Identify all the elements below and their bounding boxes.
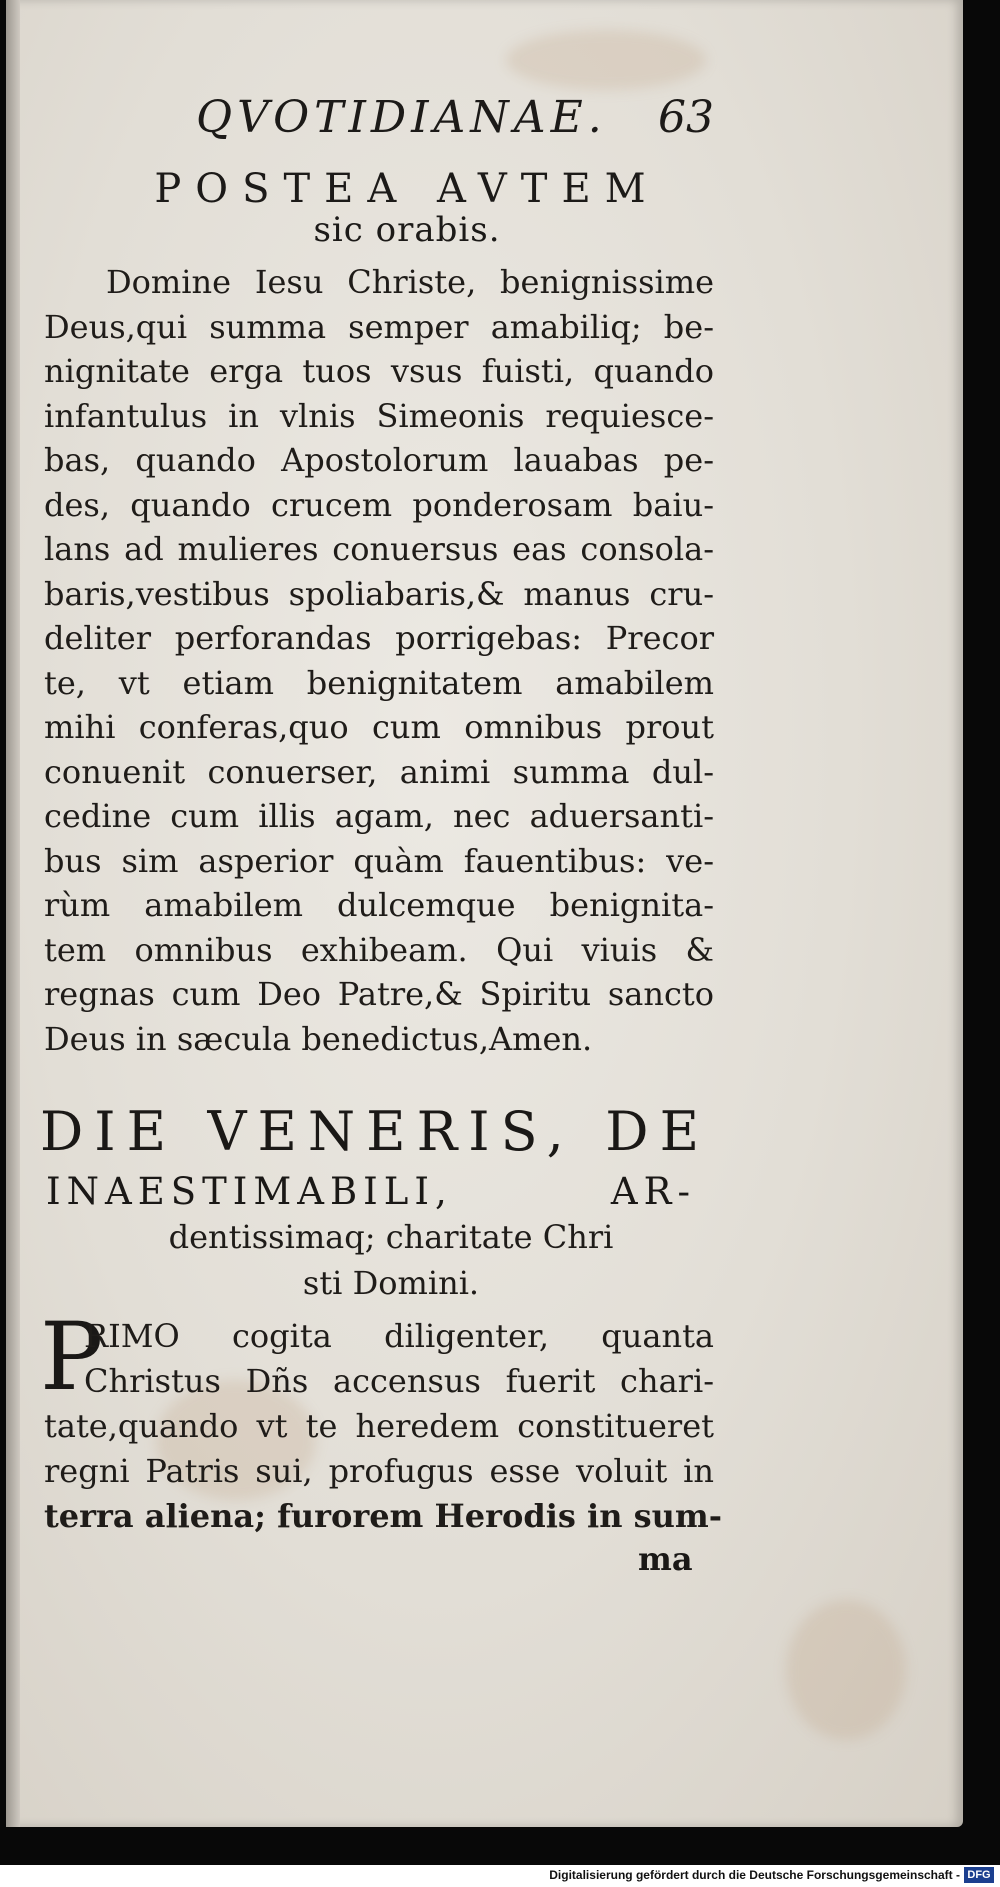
- chapter-heading-line-3: dentissimaq; charitate Chri: [168, 1218, 614, 1256]
- text-line: cedine cum illis agam, nec aduersanti-: [44, 797, 714, 835]
- running-title: QVOTIDIANAE.: [196, 92, 607, 143]
- text-line: Domine Iesu Christe, benignissime: [106, 263, 714, 301]
- text-line: RIMO cogita diligenter, quanta: [84, 1317, 714, 1355]
- text-line: conuenit conuerser, animi summa dul-: [44, 752, 714, 791]
- prayer-paragraph: [44, 260, 714, 1061]
- page-number: 63: [658, 92, 714, 143]
- catchword: ma: [638, 1540, 693, 1578]
- text-line: infantulus in vlnis Simeonis requiesce-: [44, 396, 714, 435]
- text-line: regnas cum Deo Patre,& Spiritu sancto: [44, 975, 714, 1013]
- page-binding-edge: [6, 0, 20, 1827]
- text-line: deliter perforandas porrigebas: Precor: [44, 619, 714, 657]
- section-heading-line-2: sic orabis.: [313, 210, 501, 250]
- funding-credit: Digitalisierung gefördert durch die Deutsche Forschungsgemeinschaft -: [549, 1868, 960, 1882]
- book-page: [6, 0, 963, 1827]
- text-line: te, vt etiam benignitatem amabilem: [44, 663, 714, 702]
- text-line: bus sim asperior quàm fauentibus: ve-: [44, 841, 714, 880]
- text-line: terra aliena; furorem Herodis in sum-: [44, 1497, 723, 1535]
- paper-stain: [786, 1600, 906, 1740]
- text-line: Deus,qui summa semper amabiliq; be-: [44, 307, 714, 346]
- text-line: des, quando crucem ponderosam baiu-: [44, 485, 714, 524]
- text-line: rùm amabilem dulcemque benignita-: [44, 886, 714, 924]
- text-line: Deus in sæcula benedictus,Amen.: [44, 1019, 593, 1058]
- text-line: baris,vestibus spoliabaris,& manus cru-: [44, 574, 714, 613]
- paper-stain: [506, 30, 706, 90]
- text-line: regni Patris sui, profugus esse voluit in: [44, 1452, 714, 1490]
- drop-cap: P: [40, 1303, 104, 1412]
- meditation-paragraph: [44, 1314, 723, 1539]
- text-line: tate,quando vt te heredem constitueret: [44, 1407, 714, 1445]
- text-line: nignitate erga tuos vsus fuisti, quando: [44, 352, 714, 390]
- section-heading-line-1: POSTEA AVTEM: [154, 166, 660, 212]
- chapter-heading-line-1: DIE VENERIS, DE: [40, 1100, 710, 1163]
- chapter-heading-line-4: sti Domini.: [302, 1264, 480, 1302]
- text-line: lans ad mulieres conuersus eas consola-: [44, 530, 714, 568]
- dfg-logo: DFG: [964, 1867, 994, 1883]
- text-line: Christus Dñs accensus fuerit chari-: [84, 1362, 714, 1400]
- text-line: tem omnibus exhibeam. Qui viuis &: [44, 930, 714, 969]
- text-line: bas, quando Apostolorum lauabas pe-: [44, 441, 714, 479]
- text-line: mihi conferas,quo cum omnibus prout: [44, 708, 714, 746]
- chapter-heading-line-2: INAESTIMABILI, AR-: [46, 1170, 696, 1213]
